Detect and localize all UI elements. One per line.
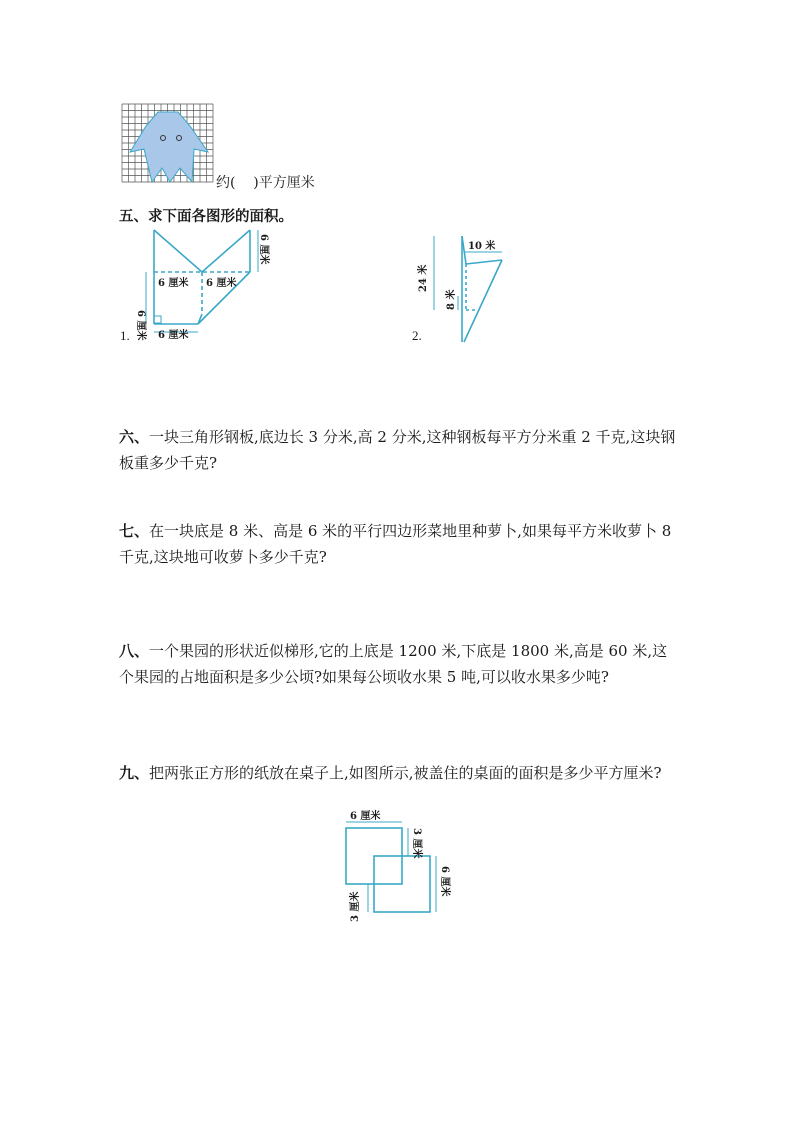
fig1-label-right-side: 6 厘米 bbox=[258, 234, 269, 265]
section5-figure2 bbox=[420, 234, 520, 344]
section6-question: 六、一块三角形钢板,底边长 3 分米,高 2 分米,这种钢板每平方分米重 2 千克,这块钢板重多少千克? bbox=[119, 428, 676, 472]
fig2-label-top: 10 米 bbox=[468, 241, 496, 252]
section8-question: 八、一个果园的形状近似梯形,它的上底是 1200 米,下底是 1800 米,高是 60 米,这个果园的占地面积是多少公顷?如果每公顷收水果 5 吨,可以收水果多少吨? bbox=[119, 642, 668, 686]
section5-heading: 五、求下面各图形的面积。 bbox=[119, 209, 293, 225]
section5-figure1 bbox=[135, 228, 280, 341]
fig2-label-height: 24 米 bbox=[418, 264, 429, 292]
grid-answer-caption: 约( )平方厘米 bbox=[216, 175, 315, 191]
fig1-label-mid-right: 6 厘米 bbox=[206, 278, 237, 289]
grid-shape-figure bbox=[122, 104, 214, 186]
fig2-label-small: 8 米 bbox=[446, 289, 457, 310]
figure1-number: 1. bbox=[120, 328, 130, 343]
figure2-number: 2. bbox=[412, 328, 422, 343]
fig1-label-bottom: 6 厘米 bbox=[158, 330, 189, 341]
section7-question: 七、在一块底是 8 米、高是 6 米的平行四边形菜地里种萝卜,如果每平方米收萝卜 8 千克,这块地可收萝卜多少千克? bbox=[119, 522, 672, 566]
fig9-label-top: 6 厘米 bbox=[350, 811, 381, 822]
section9-figure bbox=[340, 808, 460, 928]
fig1-label-mid-left: 6 厘米 bbox=[158, 278, 189, 289]
answer-blank[interactable] bbox=[235, 175, 253, 191]
fig9-label-right-top: 3 厘米 bbox=[411, 828, 422, 859]
section9-question: 九、把两张正方形的纸放在桌子上,如图所示,被盖住的桌面的面积是多少平方厘米? bbox=[119, 764, 662, 782]
fig1-label-left-height: 6 厘米 bbox=[135, 310, 146, 341]
fig9-label-left-bottom: 3 厘米 bbox=[350, 891, 361, 922]
fig9-label-right: 6 厘米 bbox=[439, 866, 450, 897]
